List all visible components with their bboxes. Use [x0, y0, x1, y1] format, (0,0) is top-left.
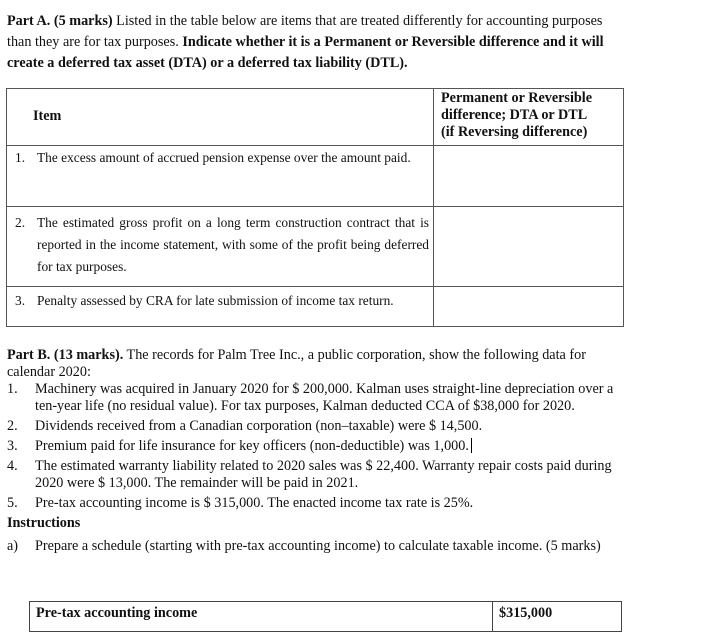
items-table	[6, 88, 624, 327]
text-cursor	[471, 438, 472, 453]
row-item-text: The excess amount of accrued pension expense over the amount paid.	[37, 150, 411, 165]
instructions-heading: Instructions	[7, 515, 81, 531]
part-b-intro: The records for Palm Tree Inc., a public corporation, show the following data for calendar 2020:	[7, 347, 586, 380]
part-b-section	[7, 347, 619, 555]
list-item: 2. Dividends received from a Canadian corporation (non–taxable) were $ 14,500.	[7, 418, 483, 434]
list-item: 3. Premium paid for life insurance for key officers (non-deductible) was 1,000.	[7, 438, 619, 455]
part-a-intro: Listed in the table below are items that are treated differently for accounting purposes than they are for tax purposes.	[7, 13, 603, 50]
list-item: 5. Pre-tax accounting income is $ 315,000. The enacted income tax rate is 25%.	[7, 495, 474, 511]
answer-cell[interactable]	[434, 287, 624, 327]
part-b-heading: Part B. (13 marks).	[7, 347, 124, 363]
table-header-row	[7, 89, 624, 146]
schedule-value[interactable]: $315,000	[493, 602, 622, 632]
table-row	[7, 287, 624, 327]
row-item-text: The estimated gross profit on a long term construction contract that is reported in the income statement, with some of the profit being deferred for tax purposes.	[37, 215, 429, 274]
schedule-row	[30, 602, 622, 632]
answer-cell[interactable]	[434, 146, 624, 207]
schedule-label: Pre-tax accounting income	[30, 602, 493, 632]
header-answer: Permanent or Reversible difference; DTA or DTL (if Reversing difference)	[434, 89, 624, 146]
answer-cell[interactable]	[434, 207, 624, 287]
row-number: 3.	[15, 293, 26, 308]
row-number: 1.	[15, 150, 26, 165]
part-a-heading: Part A. (5 marks)	[7, 13, 113, 29]
schedule-table	[29, 601, 622, 632]
part-a-instructions	[7, 11, 619, 74]
table-row	[7, 146, 624, 207]
row-item-text: Penalty assessed by CRA for late submission of income tax return.	[37, 293, 394, 308]
part-a-instruction: Indicate whether it is a Permanent or Reversible difference and it will create a deferred tax asset (DTA) or a deferred tax liability (DTL).	[7, 34, 604, 71]
table-row	[7, 207, 624, 287]
row-number: 2.	[15, 215, 26, 230]
task-item: a) Prepare a schedule (starting with pre-tax accounting income) to calculate taxable income. (5 marks)	[7, 538, 601, 554]
list-item: 1. Machinery was acquired in January 2020 for $ 200,000. Kalman uses straight-line depreciation over a ten-year life (no residual value). For tax purposes, Kalman deducted CCA of $38,000 for 2020.	[7, 381, 614, 414]
list-item: 4. The estimated warranty liability related to 2020 sales was $ 22,400. Warranty repair costs paid during 2020 were $ 13,000. The remainder will be paid in 2021.	[7, 458, 612, 491]
header-item: Item	[7, 89, 434, 146]
